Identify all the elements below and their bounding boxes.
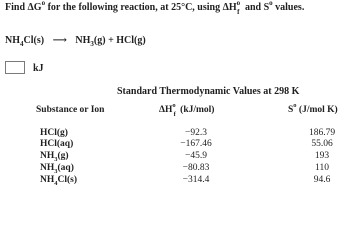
question-part1: Find ΔG xyxy=(5,2,42,13)
entropy-value: 186.79 xyxy=(308,128,336,138)
substance-subscript: 3 xyxy=(54,156,58,163)
enthalpy-value: −314.4 xyxy=(182,175,210,185)
question-part2: for the following reaction, at 25°C, using ΔH xyxy=(45,2,237,13)
reactant-tail: Cl(s) xyxy=(23,35,45,46)
header-substance: Substance or Ion xyxy=(36,105,105,115)
table-title: Standard Thermodynamic Values at 298 K xyxy=(117,86,300,97)
table-row xyxy=(40,139,73,149)
header-entropy xyxy=(288,102,338,115)
entropy-value: 55.06 xyxy=(311,139,333,149)
degree-mark: o xyxy=(293,102,297,109)
table-row xyxy=(40,151,69,161)
question-text xyxy=(5,0,305,16)
substance-name: NH xyxy=(40,163,55,173)
enthalpy-value: −167.46 xyxy=(180,139,212,149)
product-tail: (g) + HCl(g) xyxy=(93,35,146,46)
substance-name: HCl(aq) xyxy=(40,139,74,149)
substance-name: NH xyxy=(40,151,55,161)
formation-subscript: f xyxy=(237,8,240,16)
product-subscript: 3 xyxy=(90,40,94,48)
product-formula: NH xyxy=(75,35,91,46)
table-row xyxy=(40,175,77,185)
reactant-subscript: 4 xyxy=(20,40,24,48)
header-enthalpy-symbol: ΔH xyxy=(159,105,173,115)
substance-name: NH xyxy=(40,175,55,185)
degree-mark: o xyxy=(269,0,273,7)
entropy-value: 193 xyxy=(314,151,330,161)
answer-unit: kJ xyxy=(33,63,44,74)
reaction-arrow: ⟶ xyxy=(52,35,67,46)
formation-subscript: f xyxy=(173,111,176,118)
reactant-formula: NH xyxy=(5,35,20,46)
header-entropy-symbol: S xyxy=(288,105,294,115)
entropy-value: 94.6 xyxy=(313,175,331,185)
header-enthalpy-unit: (kJ/mol) xyxy=(177,105,215,115)
degree-mark: o xyxy=(172,102,176,109)
reaction-equation xyxy=(5,35,146,46)
table-row xyxy=(40,163,74,173)
substance-state: (aq) xyxy=(57,163,74,173)
enthalpy-value: −45.9 xyxy=(185,151,207,161)
substance-state: (g) xyxy=(57,151,69,161)
substance-state: Cl(s) xyxy=(57,175,78,185)
degree-mark: o xyxy=(236,0,241,7)
question-part3: and S xyxy=(242,2,270,13)
degree-mark: o xyxy=(41,0,46,7)
substance-name: HCl(g) xyxy=(40,128,68,138)
entropy-value: 110 xyxy=(315,163,329,173)
substance-subscript: 4 xyxy=(54,180,58,187)
enthalpy-value: −80.83 xyxy=(182,163,210,173)
substance-subscript: 3 xyxy=(54,168,58,175)
question-part4: values. xyxy=(272,2,305,13)
header-entropy-unit: (J/mol K) xyxy=(296,105,338,115)
enthalpy-value: −92.3 xyxy=(185,128,207,138)
header-enthalpy xyxy=(159,102,215,118)
table-row xyxy=(40,128,68,138)
answer-input[interactable] xyxy=(5,61,25,74)
